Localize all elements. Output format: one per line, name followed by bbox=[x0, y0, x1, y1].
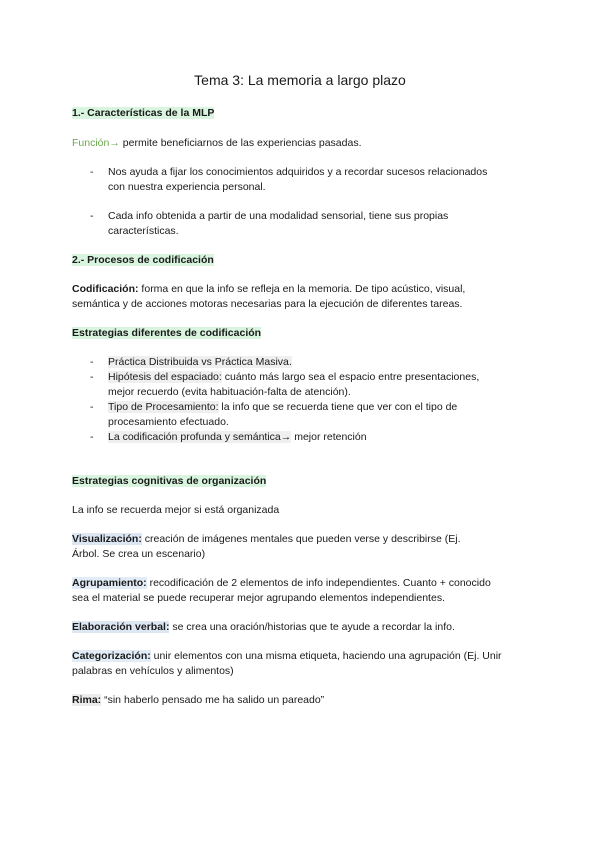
cognitive-strategies-heading bbox=[72, 474, 266, 489]
list-item-term: La codificación profunda y semántica→ bbox=[108, 431, 292, 443]
visualization-label: Visualización: bbox=[72, 533, 142, 545]
list-item bbox=[108, 165, 528, 195]
codification-label: Codificación: bbox=[72, 283, 139, 295]
list-item-line-1: Cada info obtenida a partir de una modalidad sensorial, tiene sus propias bbox=[108, 210, 449, 222]
list-item-line-2: con nuestra experiencia personal. bbox=[108, 181, 266, 193]
list-item bbox=[108, 209, 528, 239]
list-item-text: cuánto más largo sea el espacio entre presentaciones, bbox=[221, 371, 480, 383]
list-item-text: la info que se recuerda tiene que ver con el tipo de bbox=[218, 401, 458, 413]
section-1-heading bbox=[72, 106, 214, 121]
list-item-term: Tipo de Procesamiento: bbox=[108, 401, 219, 413]
verbal-elaboration-paragraph bbox=[72, 620, 455, 635]
bullet-dash: - bbox=[90, 401, 94, 413]
codification-paragraph bbox=[72, 282, 465, 312]
list-item-line-2: características. bbox=[108, 225, 179, 237]
list-item bbox=[108, 400, 528, 430]
visualization-paragraph bbox=[72, 532, 461, 562]
list-item-line-2: mejor recuerdo (evita habituación-falta de atención). bbox=[108, 386, 351, 398]
list-item-line-2: procesamiento efectuado. bbox=[108, 416, 229, 428]
categorization-line-2: palabras en vehículos y alimentos) bbox=[72, 665, 234, 677]
page-title: Tema 3: La memoria a largo plazo bbox=[194, 72, 406, 88]
function-line bbox=[72, 136, 362, 151]
codification-line-1: forma en que la info se refleja en la memoria. De tipo acústico, visual, bbox=[138, 283, 466, 295]
grouping-label: Agrupamiento: bbox=[72, 577, 147, 589]
visualization-line-1: creación de imágenes mentales que pueden verse y describirse (Ej. bbox=[141, 533, 461, 545]
section-2-heading bbox=[72, 253, 214, 268]
list-item bbox=[108, 355, 528, 370]
categorization-line-1: unir elementos con una misma etiqueta, haciendo una agrupación (Ej. Unir bbox=[150, 650, 502, 662]
section-2-heading-text: 2.- Procesos de codificación bbox=[72, 254, 214, 266]
strategies-heading-text: Estrategias diferentes de codificación bbox=[72, 327, 262, 339]
bullet-dash: - bbox=[90, 371, 94, 383]
function-text: permite beneficiarnos de las experiencias pasadas. bbox=[119, 137, 362, 149]
rhyme-text: “sin haberlo pensado me ha salido un pareado” bbox=[101, 694, 325, 706]
bullet-dash: - bbox=[90, 166, 94, 178]
verbal-elaboration-label: Elaboración verbal: bbox=[72, 621, 170, 633]
grouping-paragraph bbox=[72, 576, 491, 606]
rhyme-label: Rima: bbox=[72, 694, 102, 706]
categorization-paragraph bbox=[72, 649, 502, 679]
list-item bbox=[108, 370, 528, 400]
function-label: Función bbox=[72, 137, 110, 149]
categorization-label: Categorización: bbox=[72, 650, 151, 662]
grouping-line-1: recodificación de 2 elementos de info independientes. Cuanto + conocido bbox=[146, 577, 491, 589]
section-1-heading-text: 1.- Características de la MLP bbox=[72, 107, 215, 119]
grouping-line-2: sea el material se puede recuperar mejor agrupando elementos independientes. bbox=[72, 592, 445, 604]
bullet-dash: - bbox=[90, 356, 94, 368]
codification-line-2: semántica y de acciones motoras necesarias para la ejecución de diferentes tareas. bbox=[72, 298, 463, 310]
bullet-dash: - bbox=[90, 210, 94, 222]
list-item-text: mejor retención bbox=[291, 431, 367, 443]
rhyme-paragraph bbox=[72, 693, 324, 708]
list-item bbox=[108, 430, 528, 445]
arrow-icon: → bbox=[109, 137, 120, 149]
list-item-line-1: Nos ayuda a fijar los conocimientos adquiridos y a recordar sucesos relacionados bbox=[108, 166, 488, 178]
list-item-term: Hipótesis del espaciado: bbox=[108, 371, 222, 383]
verbal-elaboration-text: se crea una oración/historias que te ayude a recordar la info. bbox=[169, 621, 455, 633]
strategies-heading bbox=[72, 326, 261, 341]
visualization-line-2: Árbol. Se crea un escenario) bbox=[72, 548, 206, 560]
bullet-dash: - bbox=[90, 431, 94, 443]
cognitive-strategies-heading-text: Estrategias cognitivas de organización bbox=[72, 475, 267, 487]
intro-text: La info se recuerda mejor si está organizada bbox=[72, 504, 280, 516]
list-item-text: Práctica Distribuida vs Práctica Masiva. bbox=[108, 356, 292, 368]
